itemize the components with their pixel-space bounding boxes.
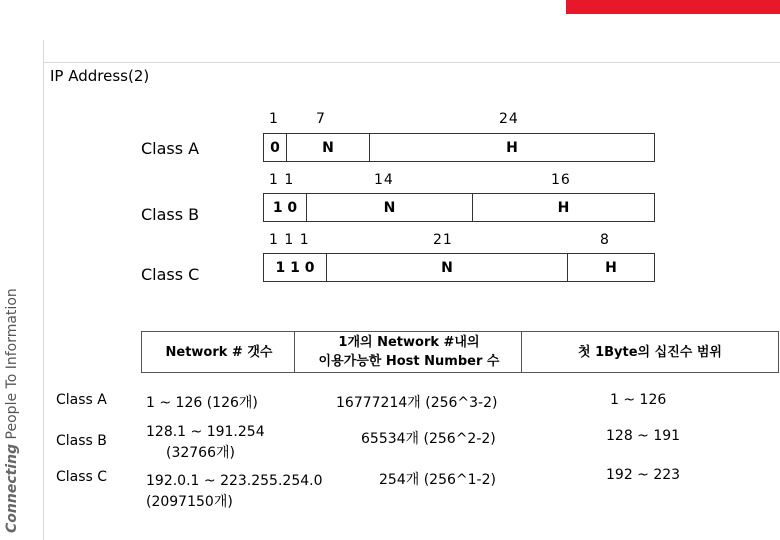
row-b-name: Class B [56,433,107,449]
class-a-label: Class A [141,139,200,158]
class-b-bit3: 16 [551,172,571,188]
class-c-bit-box [263,253,655,282]
row-c-range: 192 ~ 223 [606,467,681,483]
row-c-networks: 192.0.1 ~ 223.255.254.0 [146,473,323,489]
row-a-name: Class A [56,392,107,408]
header-range-label: 첫 1Byte의 십진수 범위 [578,344,722,360]
class-c-bit2: 21 [433,232,453,248]
row-b-networks-count: (32766개) [166,445,235,461]
header-accent-bar [566,0,780,14]
class-b-bit1: 1 1 [269,172,295,188]
class-c-cell1: 1 1 0 [275,259,315,276]
class-b-cell3: H [557,199,570,216]
class-a-bit3: 24 [499,111,519,127]
class-c-cell2: N [441,259,453,276]
row-a-networks: 1 ~ 126 (126개) [146,395,258,411]
horizontal-divider [43,62,780,63]
class-c-label: Class C [141,265,200,284]
row-a-range: 1 ~ 126 [610,392,667,408]
class-a-bit-box [263,133,655,162]
class-a-cell1: 0 [270,139,280,156]
class-b-bit2: 14 [374,172,394,188]
header-network-count [141,331,297,373]
row-c-hosts: 254개 (256^1-2) [379,472,496,488]
class-b-bit-box [263,193,655,222]
row-b-range: 128 ~ 191 [606,428,681,444]
class-a-cell2: N [322,139,334,156]
header-host-line1: 1개의 Network #내의 [338,335,480,350]
row-b-networks: 128.1 ~ 191.254 [146,424,265,440]
row-b-hosts: 65534개 (256^2-2) [361,431,496,447]
header-host-number [294,331,524,373]
class-b-label: Class B [141,205,200,224]
class-c-bit1: 1 1 1 [269,232,310,248]
header-network-count-label: Network # 갯수 [165,344,273,360]
class-b-cell1: 1 0 [272,199,298,216]
class-a-bit1: 1 [269,111,279,127]
class-a-bit2: 7 [316,111,326,127]
side-slogan [4,288,20,533]
header-first-byte-range [521,331,779,373]
class-a-cell3: H [506,139,518,156]
page-title: IP Address(2) [50,67,150,85]
class-c-cell3: H [605,259,617,276]
side-slogan-italic: Connecting [4,443,20,533]
row-a-hosts: 16777214개 (256^3-2) [336,395,498,411]
class-b-cell2: N [383,199,396,216]
row-c-name: Class C [56,469,108,485]
vertical-divider [43,40,44,540]
side-slogan-rest: People To Information [4,288,20,440]
class-c-bit3: 8 [600,232,610,248]
header-host-line2: 이용가능한 Host Number 수 [318,354,500,369]
row-c-networks-count: (2097150개) [146,494,233,510]
